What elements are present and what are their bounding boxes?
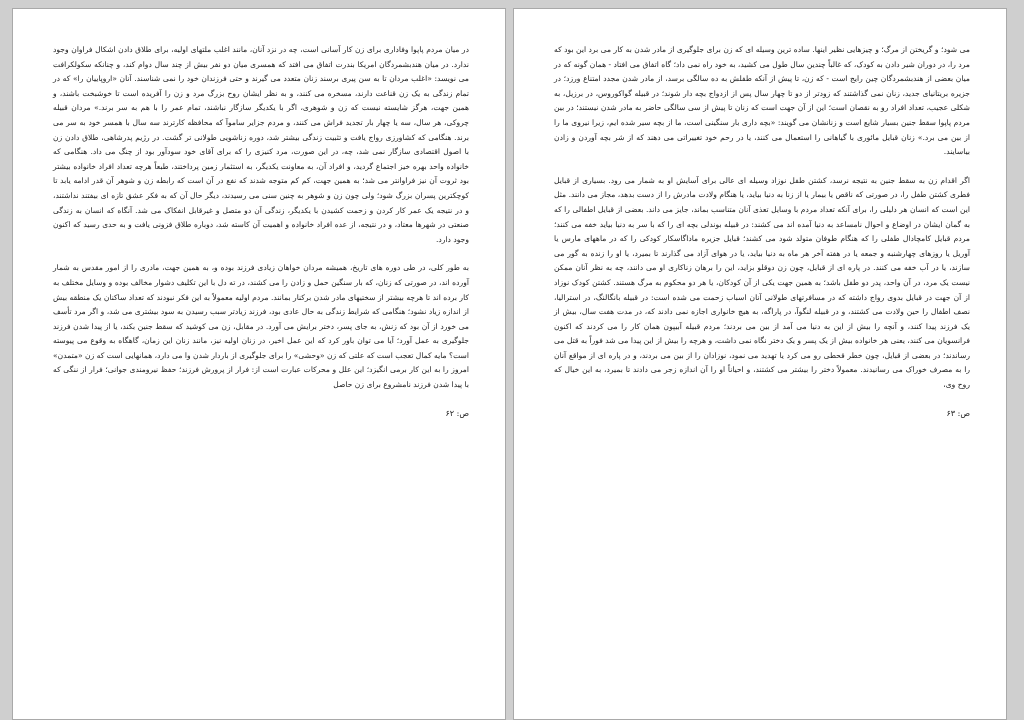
paragraph: به طور کلی، در طی دوره های تاریخ، همیشه مردان خواهان زیادی فرزند بوده و، به همین جهت، مادری را از امور مقدس به شمار آورده اند، در صورتی که زنان، که بار سنگین حمل و زادن را می کشند، در ته دل با این تکلیف دشوار مخالف بوده و وسایل مختلف به کار برده اند تا هرچه بیشتر از سختیهای مادر شدن برکنار بمانند. مردم اولیه معمولاً به این فکر نبودند که تعداد ساکنان یک منطقه بیش از اندازه زیاد نشود؛ هنگامی که شرایط زندگی به حال عادی بود، فرزند زیادتر سبب رسیدن به سود بیشتری می شد، و اگر مرد تأسف می خورد از آن بود که زنش، به جای پسر، دختر برایش می آورد. در مقابل، زن می کوشید که سقط جنین بکند، یا از پیدا شدن فرزند جلوگیری به عمل آورد؛ آیا می توان باور کرد که این عمل اخیر، در زنان اولیه نیز، مانند زنان این زمان، گاهگاه به وقوع می پیوسته است؟ مایه کمال تعجب است که علتی که زن «وحشی» را برای جلوگیری از باردار شدن وا می دارد، همانهایی است که زن «متمدن» امروز را به این کار برمی انگیزد؛ این علل و محرکات عبارت است از: فرار از پرورش فرزند؛ حفظ نیرومندی جوانی؛ فرار از ننگی که با پیدا شدن فرزند نامشروع برای زن حاصل <box>53 263 469 390</box>
page-number: ص: ۶۳ <box>946 408 970 418</box>
paragraph: اگر اقدام زن به سقط جنین به نتیجه نرسد، کشتن طفل نوزاد وسیله ای عالی برای آسایش او به شمار می رود. بسیاری از قبایل فطری کشتن طفل را، در صورتی که ناقص یا بیمار یا از زنا به دنیا بیاید، یا هنگام ولادت مادرش را از دست بدهد، مجاز می دانند. مثل این است که انسان هر دلیلی را، برای آنکه تعداد مردم با وسایل تعذی آنان متناسب بماند، جایز می داند. بعضی از قبایل اطفالی را که به گمان ایشان در اوضاع و احوال نامساعد به دنیا آمده اند می کشند: در قبیله بوندلی بچه ای را که با سر به دنیا بیاید خفه می کنند؛ مردم قبایل کامچادال طفلی را که هنگام طوفان متولد شود می کشند؛ قبایل جزیره ماداگاسکار کودکی را که در ماههای مارس یا آوریل یا روزهای چهارشنبه و جمعه یا در هفته آخر هر ماه به دنیا بیاید، یا در هوای آزاد می گذارند تا بمیرد، یا او را زنده به گور می سازند، یا در آب خفه می کنند. در پاره ای از قبایل، چون زن دوقلو بزاید، این را برهان زناکاری او می دانند، چه به نظر آنان ممکن نیست یک مرد، در آن واحد، پدر دو طفل باشد؛ به همین جهت یکی از آن کودکان، یا هر دو محکوم به مرگ هستند. کشتن کودک نوزاد از آن جهت در قبایل بدوی رواج داشته که در مسافرتهای طولانی آنان اسباب زحمت می شده است: در قبیله بانگالنگ، در استرالیا، نصف اطفال را حین ولادت می کشتند، و در قبیله لنگوآ، در پاراگه، به هیچ خانواری اجازه نمی دادند که، در مدت هفت سال، بیش از یک فرزند پیدا کنند، و آنچه را بیش از این به دنیا می آمد از بین می بردند؛ مردم قبیله آبیپون همان کار را می کردند که اکنون فرانسویان می کنند، یعنی هر خانواده بیش از یک پسر و یک دختر نگاه نمی داشت، و هرچه را بیش از این پیدا می شد فوراً به قتل می رساندند؛ در بعضی از قبایل، چون خطر قحطی رو می کرد یا تهدید می نمود، نوزادان را از بین می بردند، و در پاره ای از مواقع آنان را به مصرف خوراک می رسانیدند. معمولاً دختر را بیشتر می کشتند، و احیاناً او را آن اندازه زجر می دادند تا بمیرد، به این خیال که روح وی، <box>554 175 970 390</box>
page-number: ص: ۶۲ <box>445 408 469 418</box>
paragraph: در میان مردم پاپوا وفاداری برای زن کار آسانی است، چه در نزد آنان، مانند اغلب ملتهای اولیه، برای طلاق دادن اشکال فراوان وجود ندارد. در میان هندبشمردگان امریکا بندرت اتفاق می افتد که همسری میان دو نفر بیش از چند سال دوام کند، و چنانکه سکولکرافت می نویسد: «اغلب مردان تا به سن پیری برسند زنان متعدد می گیرند و حتی فرزندان خود را نمی شناسند. آنان «اروپاییان را» که در تمام زندگی به یک زن قناعت دارند، مسخره می کنند، و به نظر ایشان روح بزرگ مرد و زن را آفریده است تا خوشبخت باشند، و همین جهت، هرگز شایسته نیست که زن و شوهری، اگر با یکدیگر سازگار نباشند، تمام عمر را با هم به سر برند.» مردان قبیله چروکی، هر سال، سه یا چهار بار تجدید فراش می کنند، و مردم جزایر ساموآ که محافظه کارترند سه سال با همسر خود به سر می برند. هنگامی که کشاورزی رواج یافت و تثبیت زندگی بیشتر شد، دوره زناشویی طولانی تر گشت. در رژیم پدرشاهی، طلاق دادن زن با اصول اقتصادی سازگار نمی شد، چه، در این صورت، مرد کنیزی را که برای آقای خود سودآور بود از چنگ می داد. هنگامی که خانواده واحد بهره خیز اجتماع گردید، و افراد آن، به معاونت یکدیگر، به استثمار زمین پرداختند، طبعاً هرچه تعداد افراد خانواده بیشتر بود ثروت آن نیز فراوانتر می شد؛ به همین جهت، کم کم متوجه شدند که نفع در آن است که رابطه زن و شوهر آن قدر ادامه یابد تا کوچکترین پسران بزرگ شود؛ ولی چون زن و شوهر به چنین سنی می رسیدند، دیگر حال آن که به فکر عشق تازه ای بیفتند نداشتند، و در نتیجه یک عمر کار کردن و زحمت کشیدن با یکدیگر، زندگی آن دو متصل و غیرقابل انفکاک می شد. آنگاه که انسان به زندگی صنعتی در شهرها معتاد، و در نتیجه، از عده افراد خانواده و اهمیت آن کاسته شد، دوباره طلاق فزونی یافت و به حدی رسید که اکنون وجود دارد. <box>53 45 469 244</box>
paragraph: می شود؛ و گریختن از مرگ؛ و چیزهایی نظیر اینها. ساده ترین وسیله ای که زن برای جلوگیری از مادر شدن به کار می برد این بود که مرد را، در دوران شیر دادن به کودک، که غالباً چندین سال طول می کشید، به خود راه نمی داد؛ گاه اتفاق می افتاد - همان گونه که در میان بعضی از هندبشمردگان چین رایج است - که زن، تا پیش از آنکه طفلش به ده سالگی برسد، از مادر شدن مجدد امتناع ورزد؛ در جزیره بریتانیای جدید، زنان نمی گذاشتند که زودتر از دو تا چهار سال پس از ازدواج بچه دار شوند؛ در قبیله گواکوروس، در برزیل، به شکلی عجیب، تعداد افراد رو به نقصان است؛ این از آن جهت است که زنان تا پیش از سی سالگی حاضر به مادر شدن نیستند؛ در بین مردم پاپوا سقط جنین بسیار شایع است و زنانشان می گویند: «بچه داری بار سنگینی است، ما از بچه سیر شده ایم، زیرا نیروی ما را از بین می برد.» زنان قبایل مائوری با گیاهانی را استعمال می کنند، یا در رحم خود تغییراتی می دهند که از شر بچه آوردن و زادن بیاسایند. <box>554 45 970 157</box>
page-body <box>53 43 469 421</box>
page-body <box>554 43 970 421</box>
document-page-left <box>12 8 506 720</box>
document-page-right <box>513 8 1007 720</box>
